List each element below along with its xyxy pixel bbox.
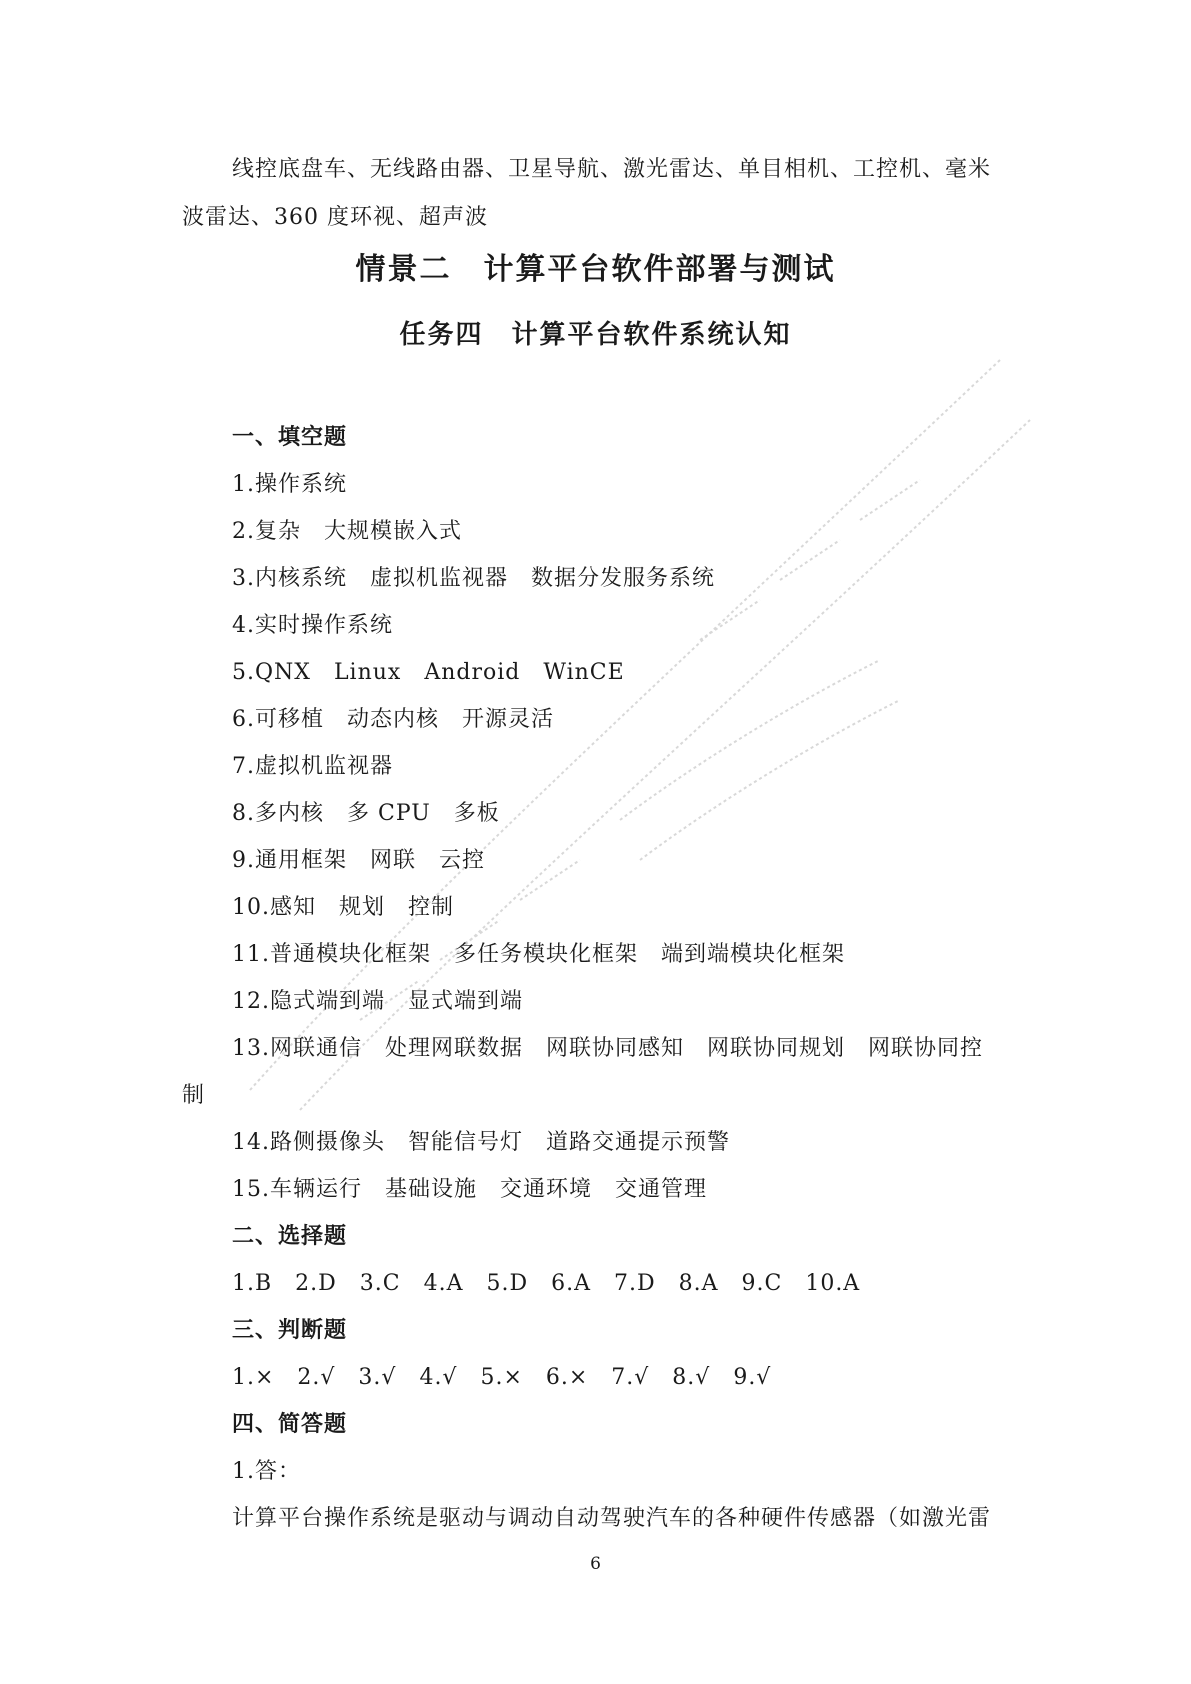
list-item: 2.复杂 大规模嵌入式: [232, 519, 462, 544]
list-item-continuation: 制: [182, 1083, 206, 1108]
list-item: 3.内核系统 虚拟机监视器 数据分发服务系统: [232, 566, 715, 591]
list-item: 9.通用框架 网联 云控: [232, 848, 485, 873]
list-item: 10.感知 规划 控制: [232, 895, 454, 920]
choice-heading: 二、选择题: [232, 1224, 348, 1249]
fill-blank-heading: 一、填空题: [232, 425, 348, 450]
list-item: 7.虚拟机监视器: [232, 754, 393, 779]
list-item: 15.车辆运行 基础设施 交通环境 交通管理: [232, 1177, 707, 1202]
list-item: 12.隐式端到端 显式端到端: [232, 989, 523, 1014]
intro-line-2: 波雷达、360 度环视、超声波: [182, 205, 488, 230]
task-title: 任务四 计算平台软件系统认知: [399, 320, 792, 350]
list-item: 13.网联通信 处理网联数据 网联协同感知 网联协同规划 网联协同控: [232, 1036, 983, 1061]
judge-heading: 三、判断题: [232, 1318, 348, 1343]
list-item: 8.多内核 多 CPU 多板: [232, 801, 500, 826]
short-answer-text: 计算平台操作系统是驱动与调动自动驾驶汽车的各种硬件传感器（如激光雷: [232, 1506, 992, 1531]
list-item: 5.QNX Linux Android WinCE: [232, 660, 625, 685]
intro-line-1: 线控底盘车、无线路由器、卫星导航、激光雷达、单目相机、工控机、毫米: [232, 157, 992, 182]
short-answer-label: 1.答：: [232, 1459, 301, 1484]
list-item: 11.普通模块化框架 多任务模块化框架 端到端模块化框架: [232, 942, 845, 967]
list-item: 4.实时操作系统: [232, 613, 393, 638]
page-number: 6: [590, 1554, 601, 1574]
list-item: 6.可移植 动态内核 开源灵活: [232, 707, 554, 732]
list-item: 14.路侧摄像头 智能信号灯 道路交通提示预警: [232, 1130, 730, 1155]
short-answer-heading: 四、简答题: [232, 1412, 348, 1437]
scenario-title: 情景二 计算平台软件部署与测试: [355, 252, 836, 287]
choice-answers: 1.B 2.D 3.C 4.A 5.D 6.A 7.D 8.A 9.C 10.A: [232, 1271, 861, 1296]
list-item: 1.操作系统: [232, 472, 347, 497]
judge-answers: 1.× 2.√ 3.√ 4.√ 5.× 6.× 7.√ 8.√ 9.√: [232, 1365, 772, 1390]
